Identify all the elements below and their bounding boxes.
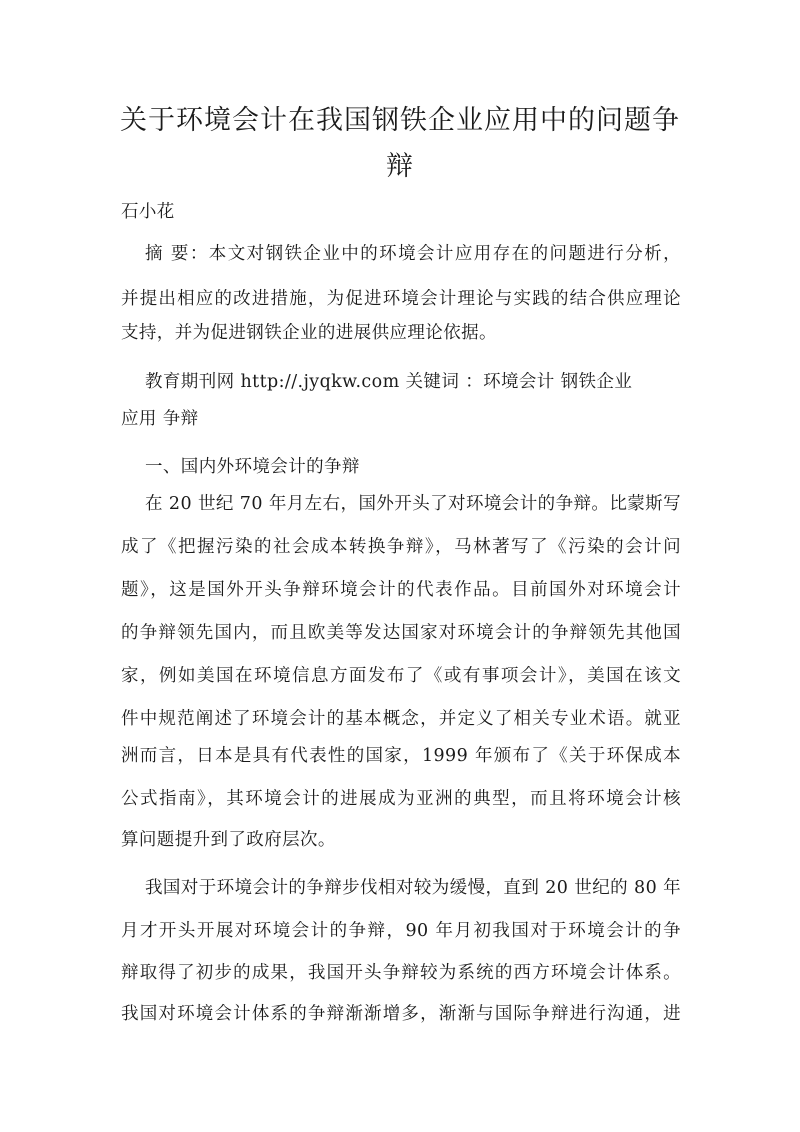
author-name: 石小花 [121, 202, 175, 222]
paragraph-line: 我国对环境会计体系的争辩渐渐增多，渐渐与国际争辩进行沟通，进 [121, 1004, 681, 1024]
paragraph-line: 家，例如美国在环境信息方面发布了《或有事项会计》，美国在该文 [121, 666, 681, 686]
paragraph-line: 算问题提升到了政府层次。 [121, 830, 336, 850]
paragraph-line: 的争辩领先国内，而且欧美等发达国家对环境会计的争辩领先其他国 [121, 623, 681, 643]
paragraph-line: 我国对于环境会计的争辩步伐相对较为缓慢，直到 20 世纪的 80 年 [145, 878, 681, 898]
paragraph-line: 辩取得了初步的成果，我国开头争辩较为系统的西方环境会计体系。 [121, 963, 681, 983]
abstract-line: 摘 要：本文对钢铁企业中的环境会计应用存在的问题进行分析， [145, 244, 681, 264]
section-heading: 一、国内外环境会计的争辩 [145, 457, 360, 477]
paragraph-line: 月才开头开展对环境会计的争辩，90 年月初我国对于环境会计的争 [121, 921, 681, 941]
paragraph-line: 件中规范阐述了环境会计的基本概念，并定义了相关专业术语。就亚 [121, 709, 681, 729]
paragraph-line: 成了《把握污染的社会成本转换争辩》，马林著写了《污染的会计问 [121, 537, 681, 557]
title-line-2: 辩 [386, 151, 414, 182]
document-title [110, 98, 690, 190]
abstract-line: 并提出相应的改进措施，为促进环境会计理论与实践的结合供应理论 [121, 289, 681, 309]
abstract-line: 支持，并为促进钢铁企业的进展供应理论依据。 [121, 323, 497, 343]
keywords-line: 教育期刊网 http://.jyqkw.com 关键词 ：环境会计 钢铁企业 [145, 372, 633, 392]
paragraph-line: 公式指南》，其环境会计的进展成为亚洲的典型，而且将环境会计核 [121, 789, 681, 809]
title-line-1: 关于环境会计在我国钢铁企业应用中的问题争 [120, 105, 680, 136]
paragraph-line: 洲而言，日本是具有代表性的国家，1999 年颁布了《关于环保成本 [121, 746, 681, 766]
keywords-line: 应用 争辩 [121, 409, 199, 429]
paragraph-line: 在 20 世纪 70 年月左右，国外开头了对环境会计的争辩。比蒙斯写 [145, 494, 681, 514]
paragraph-line: 题》，这是国外开头争辩环境会计的代表作品。目前国外对环境会计 [121, 580, 681, 600]
